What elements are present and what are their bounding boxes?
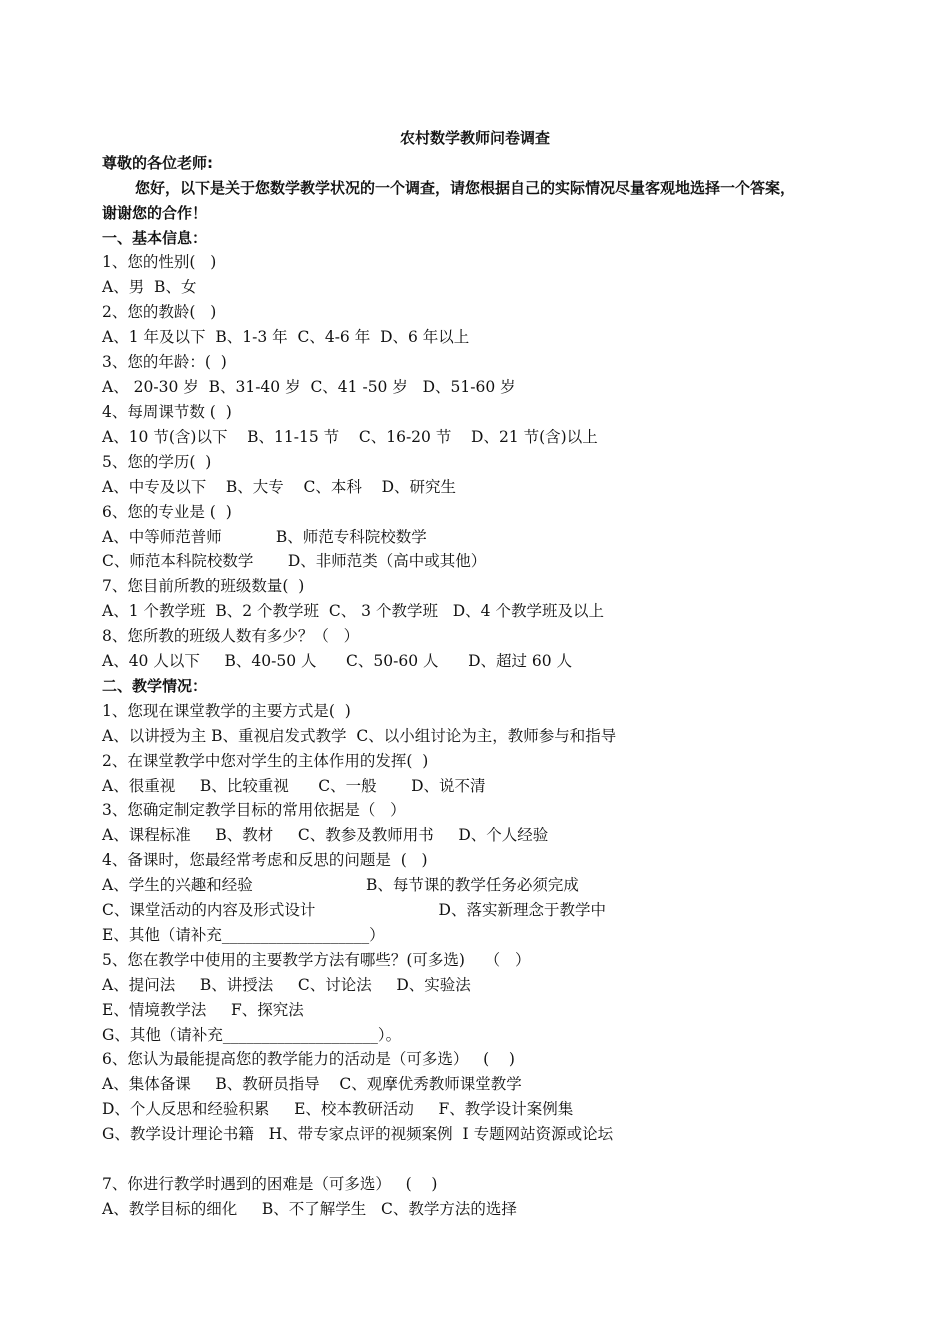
answer-options: E、情境教学法 F、探究法: [102, 1001, 304, 1019]
answer-options: A、教学目标的细化 B、不了解学生 C、教学方法的选择: [102, 1200, 517, 1218]
answer-options: C、课堂活动的内容及形式设计 D、落实新理念于教学中: [102, 901, 606, 919]
answer-options: A、以讲授为主 B、重视启发式教学 C、以小组讨论为主，教师参与和指导: [102, 727, 617, 745]
answer-options: A、 20-30 岁 B、31-40 岁 C、41 -50 岁 D、51-60 岁: [102, 378, 516, 396]
question-line: 4、每周课节数 ( ): [102, 403, 232, 421]
question-line: 3、您确定制定教学目标的常用依据是（ ）: [102, 801, 406, 819]
document-title: 农村数学教师问卷调查: [399, 129, 550, 147]
question-line: 2、在课堂教学中您对学生的主体作用的发挥( ): [102, 752, 429, 770]
question-line: 3、您的年龄：( ): [102, 353, 227, 371]
intro-line-1: 您好，以下是关于您数学教学状况的一个调查，请您根据自己的实际情况尽量客观地选择一个答案，: [135, 179, 796, 197]
answer-options: A、1 个教学班 B、2 个教学班 C、 3 个教学班 D、4 个教学班及以上: [102, 602, 604, 620]
intro-line-2: 谢谢您的合作！: [102, 204, 208, 222]
answer-options: A、男 B、女: [102, 278, 197, 296]
answer-options: D、个人反思和经验积累 E、校本教研活动 F、教学设计案例集: [102, 1100, 574, 1118]
section-heading-teaching: 二、教学情况：: [102, 677, 208, 695]
question-line: 7、你进行教学时遇到的困难是（可多选） ( ): [102, 1175, 438, 1193]
question-line: 6、您认为最能提高您的教学能力的活动是（可多选） ( ): [102, 1050, 515, 1068]
question-line: 5、您的学历( ): [102, 453, 212, 471]
answer-options: A、很重视 B、比较重视 C、一般 D、说不清: [102, 777, 486, 795]
question-line: 7、您目前所教的班级数量( ): [102, 577, 305, 595]
question-line: 1、您的性别( ): [102, 253, 217, 271]
question-line: 1、您现在课堂教学的主要方式是( ): [102, 702, 351, 720]
answer-options: A、1 年及以下 B、1-3 年 C、4-6 年 D、6 年以上: [102, 328, 470, 346]
answer-options: A、中等师范普师 B、师范专科院校数学: [102, 528, 427, 546]
question-line: 5、您在教学中使用的主要教学方法有哪些？(可多选) （ ）: [102, 951, 531, 969]
answer-options: A、学生的兴趣和经验 B、每节课的教学任务必须完成: [102, 876, 579, 894]
answer-options: A、课程标准 B、教材 C、教参及教师用书 D、个人经验: [102, 826, 549, 844]
question-line: 4、备课时，您最经常考虑和反思的问题是 ( ): [102, 851, 428, 869]
answer-options: A、中专及以下 B、大专 C、本科 D、研究生: [102, 478, 456, 496]
answer-options: A、提问法 B、讲授法 C、讨论法 D、实验法: [102, 976, 471, 994]
answer-options: C、师范本科院校数学 D、非师范类（高中或其他）: [102, 552, 487, 570]
question-line: 8、您所教的班级人数有多少？（ ）: [102, 627, 360, 645]
question-line: 2、您的教龄( ): [102, 303, 217, 321]
question-line: 6、您的专业是 ( ): [102, 503, 232, 521]
answer-options: A、10 节(含)以下 B、11-15 节 C、16-20 节 D、21 节(含)以上: [102, 428, 598, 446]
answer-options: E、其他（请补充___________________）: [102, 926, 385, 944]
greeting: 尊敬的各位老师:: [102, 154, 213, 172]
answer-options: G、教学设计理论书籍 H、带专家点评的视频案例 I 专题网站资源或论坛: [102, 1125, 614, 1143]
section-heading-basic-info: 一、基本信息：: [102, 229, 208, 247]
answer-options: A、40 人以下 B、40-50 人 C、50-60 人 D、超过 60 人: [102, 652, 573, 670]
answer-options: A、集体备课 B、教研员指导 C、观摩优秀教师课堂教学: [102, 1075, 522, 1093]
answer-options: G、其他（请补充____________________）。: [102, 1026, 402, 1044]
